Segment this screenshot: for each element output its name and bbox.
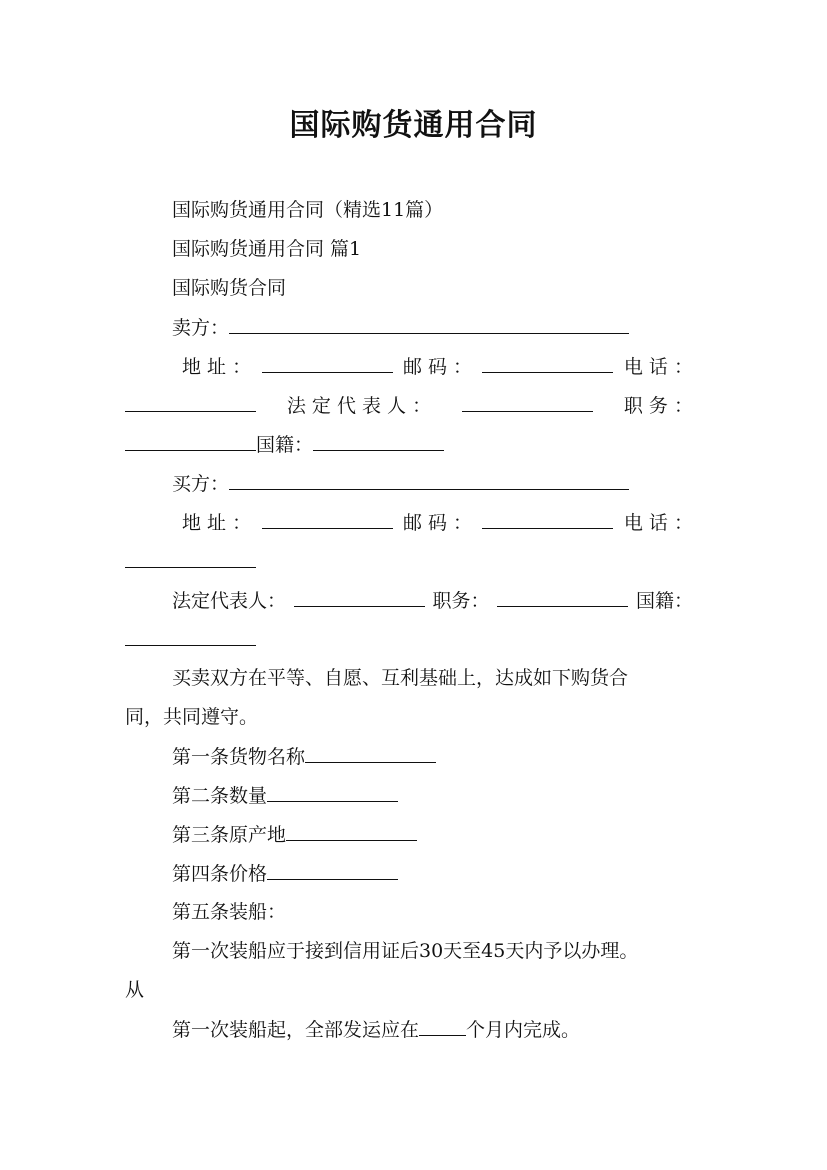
seller-phone-blank[interactable] <box>125 391 256 412</box>
article-4-label: 第四条价格 <box>172 863 268 885</box>
seller-label: 卖方： <box>172 317 230 339</box>
buyer-nationality-label: 国籍： <box>635 590 693 612</box>
article-1-label: 第一条货物名称 <box>172 746 306 768</box>
seller-postcode-blank[interactable] <box>482 352 613 373</box>
seller-line <box>172 313 629 342</box>
article-3-blank[interactable] <box>286 820 417 841</box>
seller-postcode-label: 邮 码 ： <box>402 356 473 378</box>
article-1-blank[interactable] <box>305 742 436 763</box>
preamble-line-1: 买卖双方在平等、自愿、互利基础上，达成如下购货合 <box>172 667 629 689</box>
seller-position-blank[interactable] <box>125 430 256 451</box>
document-title: 国际购货通用合同 <box>289 108 538 143</box>
buyer-name-blank[interactable] <box>229 469 629 490</box>
article-4-blank[interactable] <box>267 859 398 880</box>
buyer-contact-line <box>182 508 693 537</box>
article-3 <box>172 820 417 849</box>
buyer-postcode-blank[interactable] <box>482 508 613 529</box>
seller-position-label: 职 务 ： <box>623 395 693 417</box>
shipment-line-3 <box>172 1015 580 1044</box>
buyer-postcode-label: 邮 码 ： <box>402 512 473 534</box>
seller-contact-line <box>182 352 693 381</box>
buyer-label: 买方： <box>172 473 230 495</box>
shipment-months-blank[interactable] <box>419 1015 466 1036</box>
shipment-line-2: 从 <box>125 979 145 1001</box>
article-5: 第五条装船： <box>172 901 287 923</box>
section-heading: 国际购货通用合同 篇1 <box>172 238 362 260</box>
buyer-address-blank[interactable] <box>262 508 393 529</box>
article-1 <box>172 742 436 771</box>
buyer-legal-rep-label: 法定代表人： <box>172 590 287 612</box>
seller-nationality-label: 国籍： <box>256 434 314 456</box>
buyer-rep-line <box>172 586 693 615</box>
article-3-label: 第三条原产地 <box>172 824 287 846</box>
buyer-nationality-line <box>125 625 256 654</box>
buyer-legal-rep-blank[interactable] <box>294 586 425 607</box>
seller-phone-label: 电 话 ： <box>623 356 693 378</box>
buyer-address-label: 地 址 ： <box>182 512 252 534</box>
seller-legal-rep-blank[interactable] <box>462 391 593 412</box>
seller-legal-rep-label: 法 定 代 表 人 ： <box>286 395 432 417</box>
buyer-position-blank[interactable] <box>497 586 628 607</box>
article-4 <box>172 859 398 888</box>
shipment-line-3-b: 个月内完成。 <box>466 1019 581 1041</box>
seller-address-blank[interactable] <box>262 352 393 373</box>
article-2-blank[interactable] <box>267 781 398 802</box>
shipment-line-1: 第一次装船应于接到信用证后30天至45天内予以办理。 <box>172 940 639 962</box>
seller-name-blank[interactable] <box>229 313 629 334</box>
buyer-phone-blank[interactable] <box>125 547 256 568</box>
contract-name: 国际购货合同 <box>172 277 287 299</box>
document-subtitle: 国际购货通用合同（精选11篇） <box>172 199 444 221</box>
article-2 <box>172 781 398 810</box>
seller-rep-line <box>125 391 693 420</box>
article-2-label: 第二条数量 <box>172 785 268 807</box>
buyer-nationality-blank[interactable] <box>125 625 256 646</box>
buyer-position-label: 职务： <box>432 590 490 612</box>
buyer-phone-label: 电 话 ： <box>623 512 693 534</box>
buyer-line <box>172 469 629 498</box>
shipment-line-3-a: 第一次装船起，全部发运应在 <box>172 1019 420 1041</box>
seller-address-label: 地 址 ： <box>182 356 252 378</box>
seller-nationality-blank[interactable] <box>313 430 444 451</box>
preamble-line-2: 同，共同遵守。 <box>125 706 259 728</box>
seller-nationality-line <box>125 430 444 459</box>
buyer-phone-line <box>125 547 256 576</box>
